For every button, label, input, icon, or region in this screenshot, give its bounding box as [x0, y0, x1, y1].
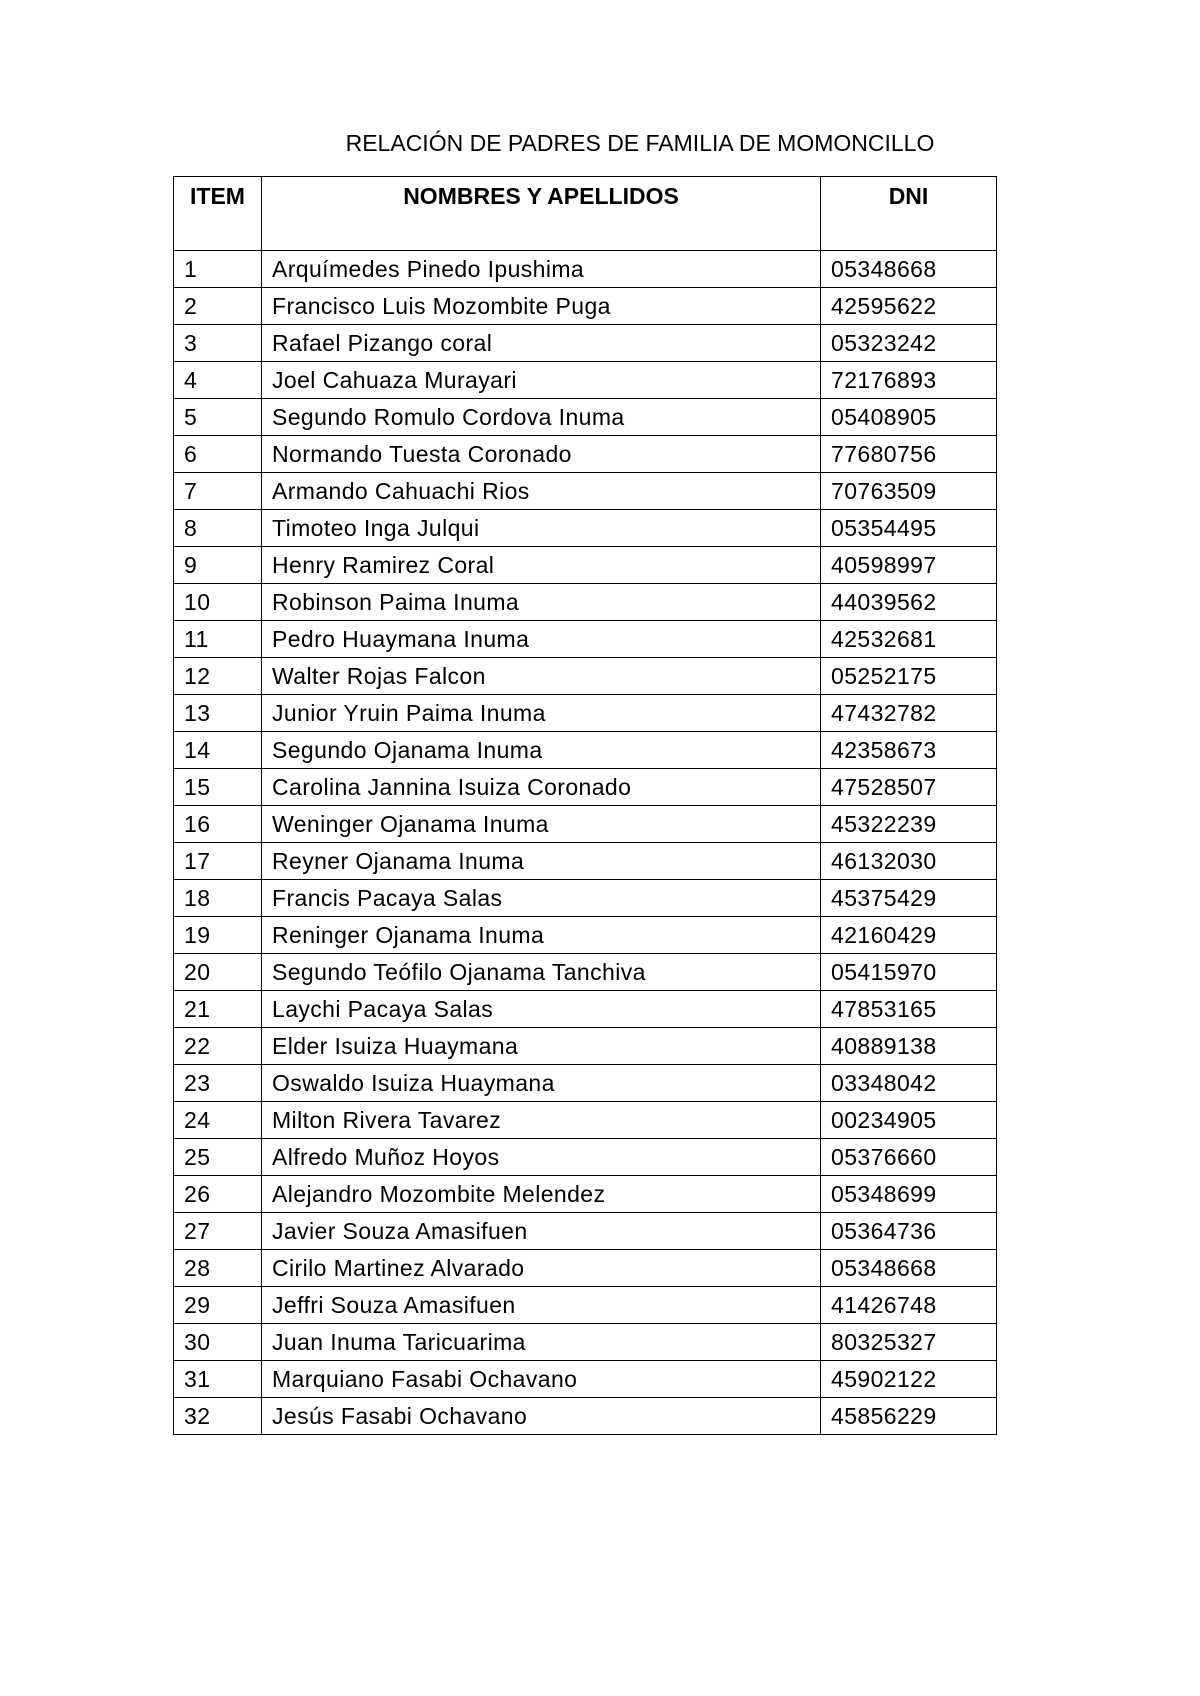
table-row: [174, 1324, 997, 1361]
cell-dni: 45902122: [821, 1361, 997, 1398]
table-row: [174, 1139, 997, 1176]
table-row: [174, 880, 997, 917]
cell-name: Pedro Huaymana Inuma: [262, 621, 821, 658]
cell-dni: 05348699: [821, 1176, 997, 1213]
header-name: NOMBRES Y APELLIDOS: [262, 177, 821, 251]
cell-name: Francis Pacaya Salas: [262, 880, 821, 917]
cell-item: 28: [174, 1250, 262, 1287]
cell-dni: 05323242: [821, 325, 997, 362]
cell-dni: 05415970: [821, 954, 997, 991]
cell-item: 18: [174, 880, 262, 917]
cell-dni: 45856229: [821, 1398, 997, 1435]
cell-name: Normando Tuesta Coronado: [262, 436, 821, 473]
table-row: [174, 1213, 997, 1250]
table-row: [174, 769, 997, 806]
cell-item: 27: [174, 1213, 262, 1250]
cell-item: 15: [174, 769, 262, 806]
table-row: [174, 621, 997, 658]
cell-dni: 46132030: [821, 843, 997, 880]
cell-dni: 42160429: [821, 917, 997, 954]
table-row: [174, 806, 997, 843]
table-row: [174, 436, 997, 473]
cell-item: 32: [174, 1398, 262, 1435]
cell-dni: 05252175: [821, 658, 997, 695]
cell-dni: 05348668: [821, 251, 997, 288]
cell-dni: 40598997: [821, 547, 997, 584]
cell-name: Weninger Ojanama Inuma: [262, 806, 821, 843]
cell-name: Jesús Fasabi Ochavano: [262, 1398, 821, 1435]
cell-item: 31: [174, 1361, 262, 1398]
table-row: [174, 658, 997, 695]
cell-item: 20: [174, 954, 262, 991]
cell-name: Alejandro Mozombite Melendez: [262, 1176, 821, 1213]
cell-dni: 05376660: [821, 1139, 997, 1176]
cell-item: 1: [174, 251, 262, 288]
table-row: [174, 1176, 997, 1213]
cell-name: Cirilo Martinez Alvarado: [262, 1250, 821, 1287]
table-row: [174, 1361, 997, 1398]
cell-item: 13: [174, 695, 262, 732]
cell-item: 5: [174, 399, 262, 436]
cell-name: Marquiano Fasabi Ochavano: [262, 1361, 821, 1398]
table-row: [174, 584, 997, 621]
cell-item: 2: [174, 288, 262, 325]
cell-item: 7: [174, 473, 262, 510]
cell-dni: 47432782: [821, 695, 997, 732]
cell-item: 12: [174, 658, 262, 695]
cell-name: Francisco Luis Mozombite Puga: [262, 288, 821, 325]
cell-name: Reninger Ojanama Inuma: [262, 917, 821, 954]
document-title: RELACIÓN DE PADRES DE FAMILIA DE MOMONCILLO: [345, 130, 935, 156]
cell-name: Junior Yruin Paima Inuma: [262, 695, 821, 732]
cell-item: 17: [174, 843, 262, 880]
cell-name: Segundo Romulo Cordova Inuma: [262, 399, 821, 436]
parents-table: [173, 176, 997, 1435]
cell-dni: 03348042: [821, 1065, 997, 1102]
cell-dni: 41426748: [821, 1287, 997, 1324]
cell-item: 9: [174, 547, 262, 584]
cell-dni: 42358673: [821, 732, 997, 769]
cell-name: Henry Ramirez Coral: [262, 547, 821, 584]
table-row: [174, 547, 997, 584]
cell-dni: 47528507: [821, 769, 997, 806]
table-row: [174, 1102, 997, 1139]
table-header-row: [174, 177, 997, 251]
cell-item: 25: [174, 1139, 262, 1176]
table-row: [174, 954, 997, 991]
cell-item: 30: [174, 1324, 262, 1361]
cell-name: Milton Rivera Tavarez: [262, 1102, 821, 1139]
cell-dni: 40889138: [821, 1028, 997, 1065]
cell-name: Javier Souza Amasifuen: [262, 1213, 821, 1250]
cell-item: 24: [174, 1102, 262, 1139]
cell-item: 26: [174, 1176, 262, 1213]
table-row: [174, 1250, 997, 1287]
cell-dni: 05354495: [821, 510, 997, 547]
cell-name: Carolina Jannina Isuiza Coronado: [262, 769, 821, 806]
cell-item: 6: [174, 436, 262, 473]
cell-item: 23: [174, 1065, 262, 1102]
cell-dni: 42532681: [821, 621, 997, 658]
cell-dni: 05408905: [821, 399, 997, 436]
cell-item: 3: [174, 325, 262, 362]
header-item: ITEM: [174, 177, 262, 251]
cell-dni: 70763509: [821, 473, 997, 510]
cell-dni: 72176893: [821, 362, 997, 399]
table-row: [174, 695, 997, 732]
table-row: [174, 1065, 997, 1102]
cell-dni: 00234905: [821, 1102, 997, 1139]
table-row: [174, 510, 997, 547]
cell-name: Robinson Paima Inuma: [262, 584, 821, 621]
cell-name: Jeffri Souza Amasifuen: [262, 1287, 821, 1324]
table-row: [174, 917, 997, 954]
cell-name: Walter Rojas Falcon: [262, 658, 821, 695]
cell-name: Timoteo Inga Julqui: [262, 510, 821, 547]
cell-name: Segundo Teófilo Ojanama Tanchiva: [262, 954, 821, 991]
table-row: [174, 1287, 997, 1324]
cell-name: Joel Cahuaza Murayari: [262, 362, 821, 399]
cell-name: Elder Isuiza Huaymana: [262, 1028, 821, 1065]
table-row: [174, 843, 997, 880]
cell-dni: 05348668: [821, 1250, 997, 1287]
cell-dni: 45322239: [821, 806, 997, 843]
cell-name: Segundo Ojanama Inuma: [262, 732, 821, 769]
table-row: [174, 325, 997, 362]
table-row: [174, 288, 997, 325]
table-row: [174, 473, 997, 510]
table-row: [174, 1398, 997, 1435]
cell-name: Arquímedes Pinedo Ipushima: [262, 251, 821, 288]
table-row: [174, 251, 997, 288]
cell-name: Armando Cahuachi Rios: [262, 473, 821, 510]
table-row: [174, 399, 997, 436]
cell-dni: 42595622: [821, 288, 997, 325]
table-row: [174, 1028, 997, 1065]
cell-name: Laychi Pacaya Salas: [262, 991, 821, 1028]
table-row: [174, 991, 997, 1028]
cell-item: 10: [174, 584, 262, 621]
cell-dni: 45375429: [821, 880, 997, 917]
cell-name: Rafael Pizango coral: [262, 325, 821, 362]
cell-dni: 80325327: [821, 1324, 997, 1361]
cell-item: 14: [174, 732, 262, 769]
cell-item: 29: [174, 1287, 262, 1324]
cell-item: 11: [174, 621, 262, 658]
cell-name: Oswaldo Isuiza Huaymana: [262, 1065, 821, 1102]
cell-name: Alfredo Muñoz Hoyos: [262, 1139, 821, 1176]
cell-item: 21: [174, 991, 262, 1028]
cell-dni: 05364736: [821, 1213, 997, 1250]
cell-item: 16: [174, 806, 262, 843]
cell-item: 8: [174, 510, 262, 547]
table-row: [174, 732, 997, 769]
cell-dni: 77680756: [821, 436, 997, 473]
cell-item: 4: [174, 362, 262, 399]
cell-name: Juan Inuma Taricuarima: [262, 1324, 821, 1361]
cell-item: 22: [174, 1028, 262, 1065]
cell-item: 19: [174, 917, 262, 954]
cell-name: Reyner Ojanama Inuma: [262, 843, 821, 880]
cell-dni: 44039562: [821, 584, 997, 621]
header-dni: DNI: [821, 177, 997, 251]
table-row: [174, 362, 997, 399]
table-body: [174, 251, 997, 1435]
cell-dni: 47853165: [821, 991, 997, 1028]
